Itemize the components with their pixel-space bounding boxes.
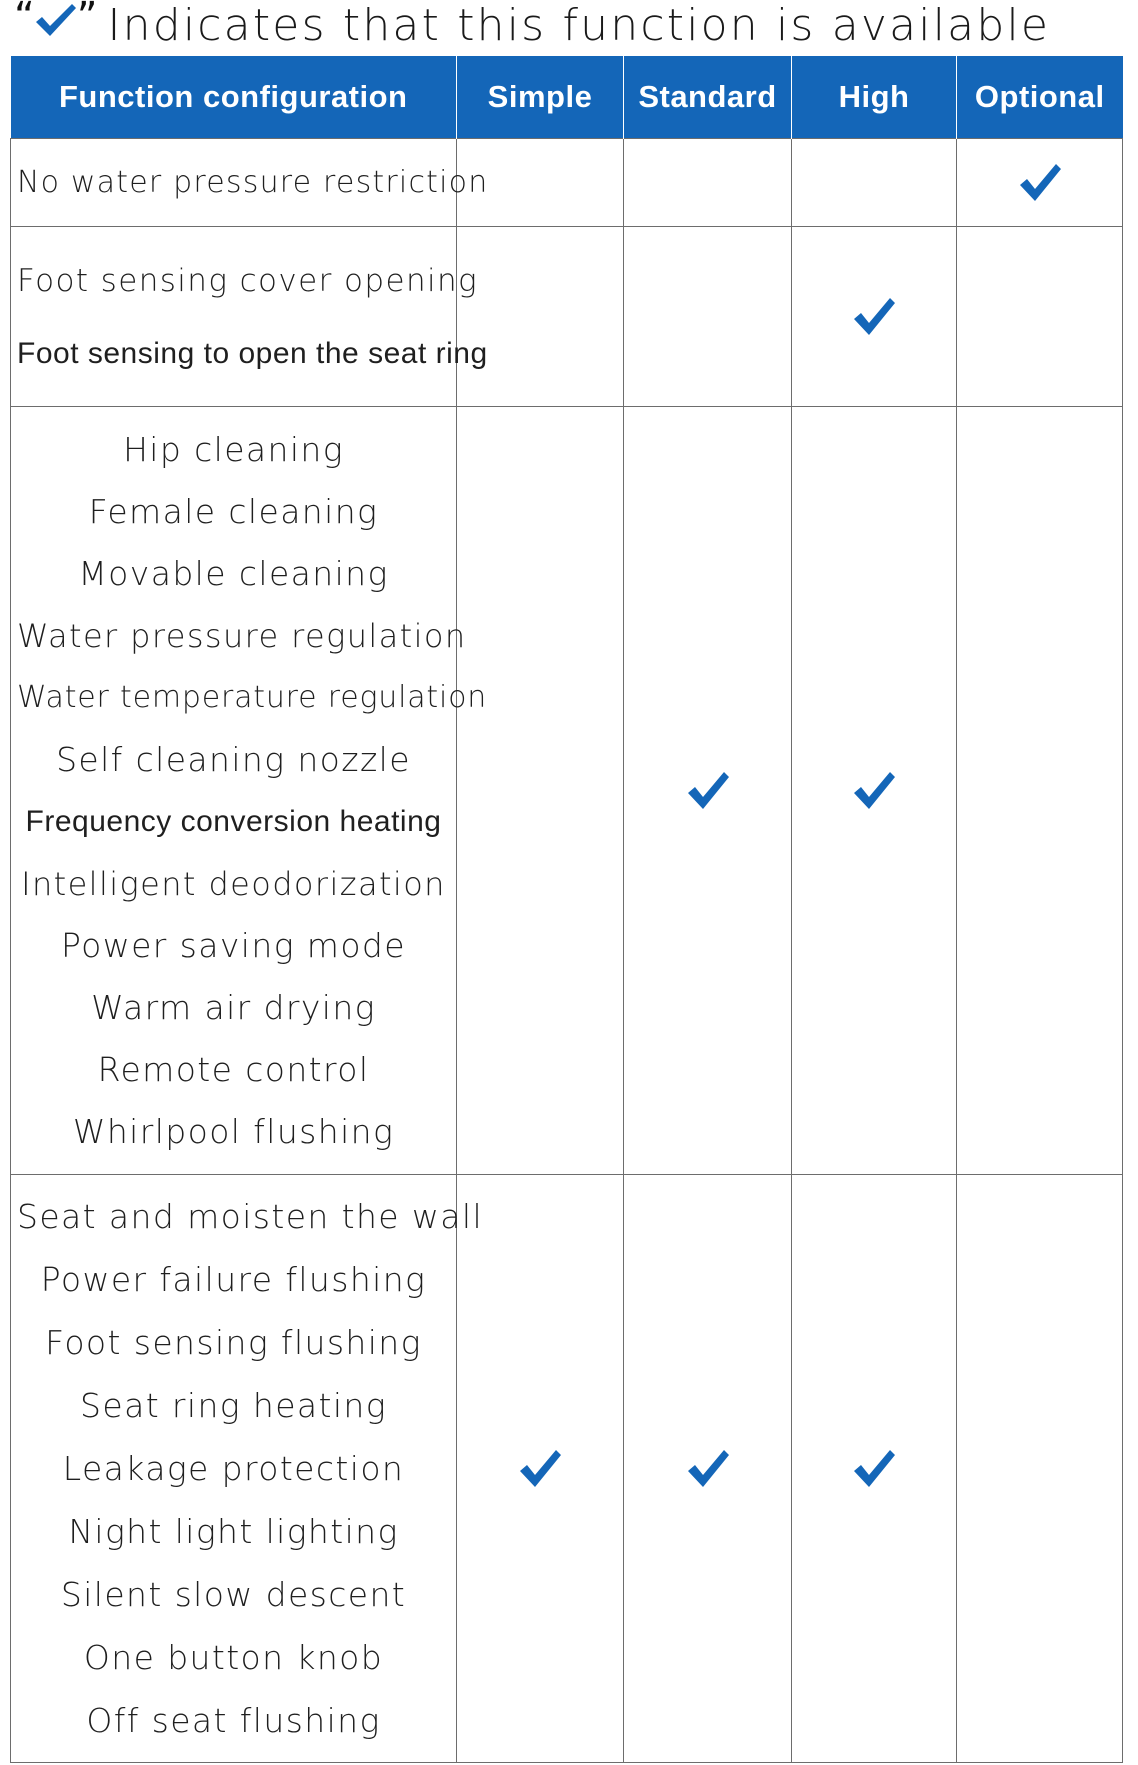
function-cell <box>11 139 489 227</box>
function-label: Warm air drying <box>91 987 376 1027</box>
function-label: Water temperature regulation <box>17 679 488 715</box>
function-cell <box>11 1175 484 1763</box>
header-optional: Optional <box>957 56 1123 139</box>
high-cell <box>792 227 957 407</box>
function-label: Seat and moisten the wall <box>17 1197 484 1236</box>
table-row <box>11 227 1123 407</box>
header-standard: Standard <box>624 56 792 139</box>
optional-cell <box>957 1175 1123 1763</box>
check-icon <box>517 1447 563 1491</box>
function-cell <box>11 407 488 1175</box>
table-row <box>11 1175 1123 1763</box>
function-label: Self cleaning nozzle <box>56 739 411 779</box>
check-icon <box>1017 161 1063 205</box>
function-cell <box>11 227 488 407</box>
function-label: Seat ring heating <box>80 1386 387 1425</box>
function-label: Female cleaning <box>88 491 379 531</box>
function-label: Remote control <box>97 1049 370 1089</box>
simple-cell <box>457 227 624 407</box>
standard-cell <box>624 407 792 1175</box>
legend-open-quote: “ <box>14 0 35 40</box>
function-label: Foot sensing flushing <box>45 1323 422 1362</box>
high-cell <box>792 407 957 1175</box>
standard-cell <box>624 227 792 407</box>
function-label: Leakage protection <box>62 1449 405 1488</box>
legend-text: Indicates that this function is available <box>107 0 1051 51</box>
function-label: Power failure flushing <box>40 1260 427 1299</box>
function-label: One button knob <box>83 1638 384 1677</box>
check-icon <box>851 1447 897 1491</box>
header-simple: Simple <box>457 56 624 139</box>
function-label: Off seat flushing <box>86 1701 381 1740</box>
high-cell <box>792 139 957 227</box>
optional-cell <box>957 227 1123 407</box>
function-configuration-table <box>10 56 1123 1763</box>
simple-cell <box>457 407 624 1175</box>
function-label: Intelligent deodorization <box>21 864 446 903</box>
legend <box>14 0 1050 50</box>
function-label: No water pressure restriction <box>17 165 489 200</box>
function-label: Hip cleaning <box>123 429 344 469</box>
function-label: Whirlpool flushing <box>72 1111 395 1151</box>
function-label: Movable cleaning <box>78 553 389 593</box>
function-label: Frequency conversion heating <box>25 804 442 838</box>
check-icon <box>851 295 897 339</box>
check-icon <box>685 769 731 813</box>
check-icon <box>33 2 79 40</box>
optional-cell <box>957 139 1123 227</box>
function-label: Night light lighting <box>68 1512 399 1551</box>
check-icon <box>685 1447 731 1491</box>
standard-cell <box>624 1175 792 1763</box>
header-row <box>11 56 1123 139</box>
header-high: High <box>792 56 957 139</box>
high-cell <box>792 1175 957 1763</box>
table-row <box>11 407 1123 1175</box>
function-label: Water pressure regulation <box>17 616 467 655</box>
check-icon <box>851 769 897 813</box>
function-label: Power saving mode <box>61 925 406 965</box>
function-label: Silent slow descent <box>60 1575 407 1614</box>
function-label: Foot sensing cover opening <box>17 262 479 299</box>
function-label: Foot sensing to open the seat ring <box>17 336 488 370</box>
standard-cell <box>624 139 792 227</box>
legend-close-quote: ” <box>76 0 98 40</box>
optional-cell <box>957 407 1123 1175</box>
header-function-configuration: Function configuration <box>11 56 457 139</box>
simple-cell <box>457 1175 624 1763</box>
table-row <box>11 139 1123 227</box>
